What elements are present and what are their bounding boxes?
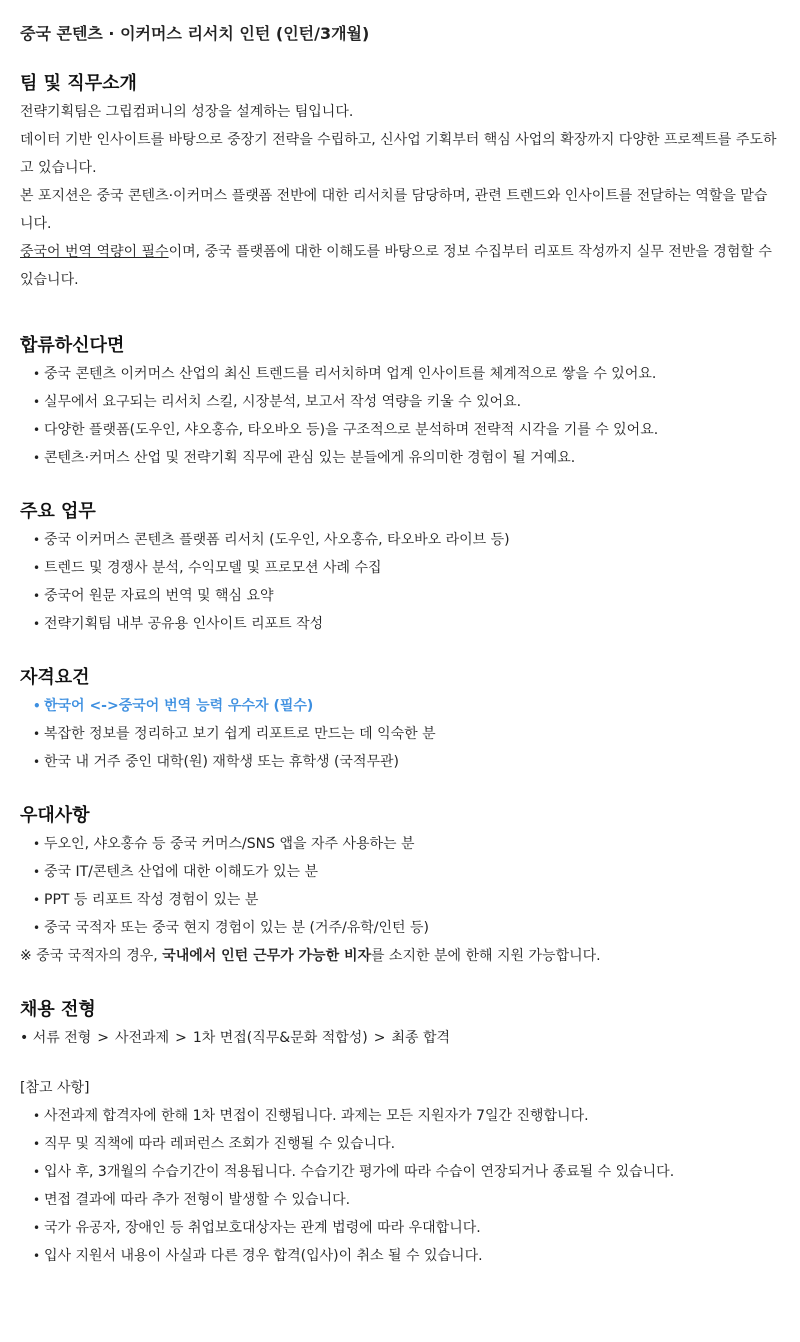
page-title: 중국 콘텐츠 · 이커머스 리서치 인턴 (인턴/3개월): [20, 24, 370, 43]
list-item: • 중국 IT/콘텐츠 산업에 대한 이해도가 있는 분: [33, 858, 780, 886]
list-item: • 콘텐츠·커머스 산업 및 전략기획 직무에 관심 있는 분들에게 유의미한 경험이 될 거예요.: [33, 444, 780, 472]
preferred-heading: 우대사항: [20, 805, 90, 826]
list-item: • 중국어 원문 자료의 번역 및 핵심 요약: [33, 582, 780, 610]
duties-heading: 주요 업무: [20, 501, 96, 522]
visa-note: [20, 942, 780, 970]
list-item: • 실무에서 요구되는 리서치 스킬, 시장분석, 보고서 작성 역량을 키울 수 있어요.: [33, 388, 780, 416]
visa-note-suffix: 를 소지한 분에 한해 지원 가능합니다.: [371, 948, 601, 964]
join-heading: 합류하신다면: [20, 335, 125, 356]
process-step-2: 사전과제: [115, 1030, 170, 1046]
notes-heading: [참고 사항]: [20, 1080, 90, 1096]
list-item: • 두오인, 샤오홍슈 등 중국 커머스/SNS 앱을 자주 사용하는 분: [33, 830, 780, 858]
list-item: • 전략기획팀 내부 공유용 인사이트 리포트 작성: [33, 610, 780, 638]
required-translation-item: • 한국어 <->중국어 번역 능력 우수자 (필수): [33, 692, 780, 720]
requirements-section: [20, 664, 780, 776]
list-item: • 트렌드 및 경쟁사 분석, 수익모델 및 프로모션 사례 수집: [33, 554, 780, 582]
intro-paragraph-2: 데이터 기반 인사이트를 바탕으로 중장기 전략을 수립하고, 신사업 기획부터 핵심 사업의 확장까지 다양한 프로젝트를 주도하고 있습니다.: [20, 132, 777, 176]
list-item: • 복잡한 정보를 정리하고 보기 쉽게 리포트로 만드는 데 익숙한 분: [33, 720, 780, 748]
list-item: • 중국 국적자 또는 중국 현지 경험이 있는 분 (거주/유학/인턴 등): [33, 914, 780, 942]
intro-paragraph-4-rest: 이며, 중국 플랫폼에 대한 이해도를 바탕으로 정보 수집부터 리포트 작성까지 실무 전반을 경험할 수 있습니다.: [20, 244, 772, 288]
process-section: [20, 996, 780, 1052]
duties-list: [20, 526, 780, 638]
required-skill-underline: 중국어 번역 역량이 필수: [20, 244, 169, 260]
intro-paragraph-1: 전략기획팀은 그립컴퍼니의 성장을 설계하는 팀입니다.: [20, 104, 354, 120]
duties-section: [20, 498, 780, 638]
requirements-list: [20, 692, 780, 776]
list-item: • 사전과제 합격자에 한해 1차 면접이 진행됩니다. 과제는 모든 지원자가 7일간 진행합니다.: [33, 1102, 780, 1130]
list-item: • 입사 지원서 내용이 사실과 다른 경우 합격(입사)이 취소 될 수 있습니다.: [33, 1242, 780, 1270]
intro-paragraph-3: 본 포지션은 중국 콘텐츠·이커머스 플랫폼 전반에 대한 리서치를 담당하며, 관련 트렌드와 인사이트를 전달하는 역할을 맡습니다.: [20, 188, 768, 232]
list-item: • 면접 결과에 따라 추가 전형이 발생할 수 있습니다.: [33, 1186, 780, 1214]
chevron-right-icon: >: [373, 1030, 386, 1046]
intro-section: [20, 70, 780, 294]
list-item: • 직무 및 직책에 따라 레퍼런스 조회가 진행될 수 있습니다.: [33, 1130, 780, 1158]
list-item: • 한국 내 거주 중인 대학(원) 재학생 또는 휴학생 (국적무관): [33, 748, 780, 776]
list-item: • 다양한 플랫폼(도우인, 샤오홍슈, 타오바오 등)을 구조적으로 분석하며 전략적 시각을 기를 수 있어요.: [33, 416, 780, 444]
intro-paragraph-4: [20, 238, 780, 294]
chevron-right-icon: >: [97, 1030, 109, 1046]
join-list: [20, 360, 780, 472]
visa-note-prefix: ※ 중국 국적자의 경우,: [20, 948, 163, 964]
list-item: • 중국 이커머스 콘텐츠 플랫폼 리서치 (도우인, 사오홍슈, 타오바오 라이브 등): [33, 526, 780, 554]
process-bullet: •: [20, 1030, 29, 1046]
intro-heading: 팀 및 직무소개: [20, 73, 137, 94]
process-flow: [20, 1024, 780, 1052]
join-section: [20, 332, 780, 472]
process-heading: 채용 전형: [20, 999, 96, 1020]
visa-note-bold: 국내에서 인턴 근무가 가능한 비자: [162, 948, 372, 964]
list-item: • PPT 등 리포트 작성 경험이 있는 분: [33, 886, 780, 914]
chevron-right-icon: >: [175, 1030, 187, 1046]
requirements-heading: 자격요건: [20, 667, 90, 688]
preferred-list: [20, 830, 780, 942]
process-step-1: 서류 전형: [32, 1030, 92, 1046]
list-item: • 국가 유공자, 장애인 등 취업보호대상자는 관계 법령에 따라 우대합니다.: [33, 1214, 780, 1242]
preferred-section: [20, 802, 780, 970]
process-step-4: 최종 합격: [391, 1030, 451, 1046]
list-item: • 중국 콘텐츠 이커머스 산업의 최신 트렌드를 리서치하며 업계 인사이트를 체계적으로 쌓을 수 있어요.: [33, 360, 780, 388]
notes-list: [20, 1102, 780, 1270]
list-item: • 입사 후, 3개월의 수습기간이 적용됩니다. 수습기간 평가에 따라 수습이 연장되거나 종료될 수 있습니다.: [33, 1158, 780, 1186]
process-step-3: 1차 면접(직무&문화 적합성): [192, 1030, 368, 1046]
notes-section: [20, 1074, 780, 1270]
